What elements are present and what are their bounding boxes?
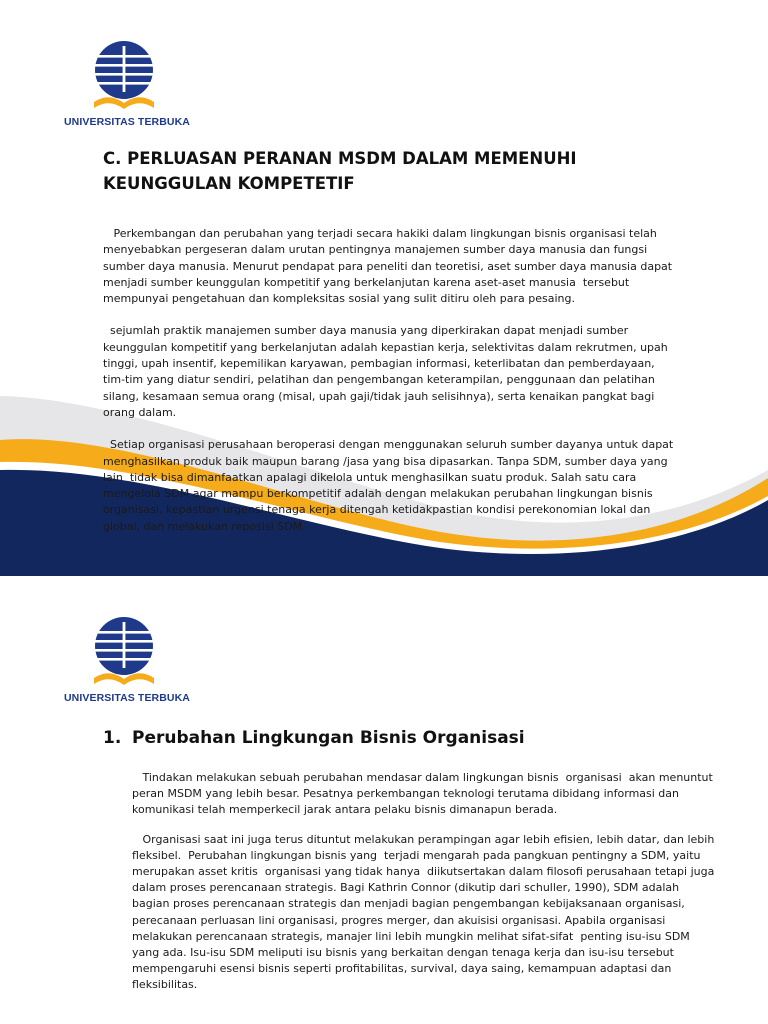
slide-2-body	[132, 770, 717, 1007]
slide-1-title	[103, 146, 663, 196]
paragraph: Setiap organisasi perusahaan beroperasi dengan menggunakan seluruh sumber dayanya untuk dapat menghasilkan produk baik maupun barang /jasa yang bisa dipasarkan. Tanpa SDM, sumber daya yang lain tidak bisa dimanfaatkan apalagi dikelola untuk menghasilkan suatu produk. Salah satu cara mengelola SDM agar mampu berkompetitif adalah dengan melakukan perubahan lingkungan bisnis organisasi, kepastian urgensi tenaga kerja ditengah ketidakpastian kondisi perekonomian lokal dan global, dan melakukan reposisi SDM.	[103, 438, 677, 533]
paragraph: Tindakan melakukan sebuah perubahan mendasar dalam lingkungan bisnis organisasi akan menuntut peran MSDM yang lebih besar. Pesatnya perkembangan teknologi terutama dibidang informasi dan komunikasi telah memperkecil jarak antara pelaku bisnis dimanapun berada.	[132, 771, 717, 817]
universitas-terbuka-emblem-icon	[92, 616, 156, 692]
slide-1-title-line-2: KEUNGGULAN KOMPETETIF	[103, 174, 355, 193]
university-logo	[64, 40, 190, 130]
paragraph: Organisasi saat ini juga terus dituntut melakukan perampingan agar lebih efisien, lebih datar, dan lebih fleksibel. Perubahan lingkungan bisnis yang terjadi mengarah pada pangkuan pentingny a SDM, yaitu merupakan asset kritis organisasi yang tidak hanya diikutsertakan dalam filosofi perusahaan tetapi juga dalam proses perencanaan strategis. Bagi Kathrin Connor (dikutip dari schuller, 1990), SDM adalah bagian proses perencanaan strategis dan menjadi bagian pengembangan kebijaksanaan organisasi, perecanaan perluasan lini organisasi, progres merger, dan akuisisi organisasi. Apabila organisasi melakukan perencanaan strategis, manajer lini lebih mungkin melihat sifat-sifat penting isu-isu SDM yang ada. Isu-isu SDM meliputi isu bisnis yang berkaitan dengan tenaga kerja dan isu-isu tersebut mempengaruhi esensi bisnis seperti profitabilitas, survival, daya saing, kemampuan adaptasi dan fleksibilitas.	[132, 832, 718, 992]
universitas-terbuka-emblem-icon	[92, 40, 156, 116]
slide-1-body	[103, 226, 678, 551]
university-logo	[64, 616, 190, 706]
slide-2-title	[103, 728, 703, 748]
slide-2-title-text: Perubahan Lingkungan Bisnis Organisasi	[132, 728, 525, 748]
paragraph: Perkembangan dan perubahan yang terjadi secara hakiki dalam lingkungan bisnis organisasi telah menyebabkan pergeseran dalam urutan pentingnya manajemen sumber daya manusia dan fungsi sumber daya manusia. Menurut pendapat para peneliti dan teoretisi, aset sumber daya manusia dapat menjadi sumber keunggulan kompetitif yang berkelanjutan karena aset-aset manusia tersebut mempunyai pengetahuan dan kompleksitas sosial yang sulit ditiru oleh para pesaing.	[103, 227, 676, 306]
university-logo-text: UNIVERSITAS TERBUKA	[64, 116, 190, 128]
slide-1-title-line-1: C. PERLUASAN PERANAN MSDM DALAM MEMENUHI	[103, 149, 577, 168]
university-logo-text: UNIVERSITAS TERBUKA	[64, 692, 190, 704]
paragraph: sejumlah praktik manajemen sumber daya manusia yang diperkirakan dapat menjadi sumber keunggulan kompetitif yang berkelanjutan adalah kepastian kerja, selektivitas dalam rekrutmen, upah tinggi, upah insentif, kepemilikan karyawan, pembagian informasi, keterlibatan dan pemberdayaan, tim-tim yang diatur sendiri, pelatihan dan pengembangan keterampilan, penggunaan dan pelatihan silang, kesamaan semua orang (misal, upah gaji/tidak jauh selisihnya), serta kenaikan pangkat bagi orang dalam.	[103, 324, 672, 419]
slide-2	[0, 576, 768, 1024]
slide-separator	[0, 576, 768, 594]
slide-2-title-number: 1.	[103, 728, 122, 748]
